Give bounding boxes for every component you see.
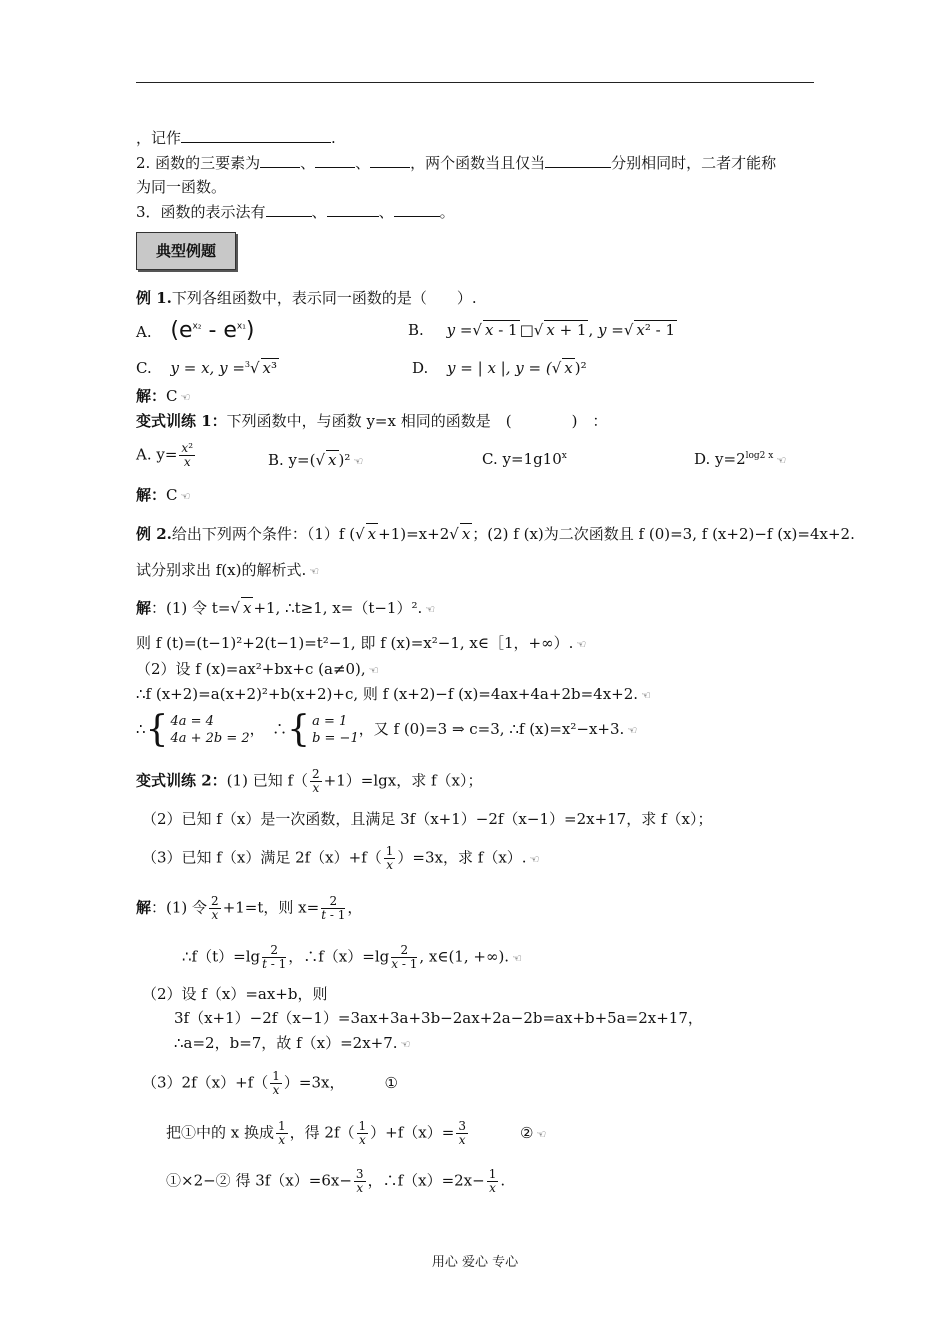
drill2-solution-6: （3）2f（x）+f（ $\frac{1}{x}$ ）=3x， ① [142, 1069, 398, 1097]
blank[interactable] [545, 153, 611, 168]
ex1-answer: 解：C ☜ [136, 386, 190, 408]
blank[interactable] [260, 153, 300, 168]
blank[interactable] [394, 202, 440, 217]
blank[interactable] [370, 153, 410, 168]
equation-system-2: { a = 1 b = −1 [287, 709, 359, 750]
drill2-solution-3: （2）设 f（x）=ax+b，则 [142, 985, 328, 1003]
drill2-solution-8: ①×2−② 得 3f（x）=6x− $\frac{3}{x}$ ，∴f（x）=2x− $\frac{1}{x}$ . [166, 1167, 506, 1195]
hand-icon: ☜ [425, 603, 436, 616]
ex2-solution-3: （2）设 f (x)=ax²+bx+c (a≠0), ☜ [136, 659, 379, 681]
intro-line-3: 为同一函数。 [136, 178, 227, 196]
drill2-question-3: （3）已知 f（x）满足 2f（x）+f（ $\frac{1}{x}$ ）=3x，求 f（x）. ☜ [142, 844, 540, 872]
hand-icon: ☜ [368, 664, 379, 677]
drill1-question: 变式训练 1：下列函数中，与函数 y=x 相同的函数是 ( ) ： [136, 412, 608, 430]
drill1-option-c: C. $y=1g10^x$ [482, 450, 567, 468]
hand-icon: ☜ [180, 490, 191, 503]
hand-icon: ☜ [180, 391, 191, 404]
hand-icon: ☜ [512, 951, 522, 965]
ex2-question-1: 例 2.给出下列两个条件：（1）f (√ x +1)=x+2√ x ；(2) f (x)为二次函数且 f (0)=3, f (x+2)−f (x)=4x+2. [136, 523, 855, 544]
blank[interactable] [181, 128, 331, 143]
hand-icon: ☜ [641, 689, 651, 702]
drill2-solution-7: 把①中的 x 换成 $\frac{1}{x}$ ，得 2f（ $\frac{1}{x}$ ）+f（x）= $\frac{3}{x}$ ② ☜ [166, 1119, 547, 1147]
hand-icon: ☜ [400, 1038, 411, 1051]
drill2-solution-1: 解：(1) 令 $\frac{2}{x}$ +1=t，则 x= $\frac{2}{t - 1}$ ， [136, 894, 363, 922]
hand-icon: ☜ [576, 638, 587, 651]
hand-icon: ☜ [627, 724, 638, 737]
ex1-option-d: D. y = | x |, y = (√ x )² [412, 358, 587, 377]
drill1-option-d: D. $y=2^{log2 x}$ ☜ [694, 450, 787, 468]
drill1-answer: 解：C ☜ [136, 485, 190, 507]
intro-line-4: 3．函数的表示法有 、 、 。 [136, 203, 455, 221]
hand-icon: ☜ [309, 565, 320, 578]
drill1-option-b: B. y=(√ x )² ☜ [268, 450, 363, 469]
ex2-solution-1: 解：(1) 令 t=√ x +1, ∴t≥1, x=（t−1）². ☜ [136, 597, 435, 620]
intro-line-1: ，记作 . [136, 129, 336, 147]
drill2-question-2: （2）已知 f（x）是一次函数，且满足 3f（x+1）−2f（x−1）=2x+17，求 f（x）； [142, 810, 713, 828]
drill2-solution-4: 3f（x+1）−2f（x−1）=3ax+3a+3b−2ax+2a−2b=ax+b+5a=2x+17， [174, 1009, 703, 1027]
ex1-option-c: C. y = x, y =$^3$√ x³ [136, 358, 279, 377]
ex2-solution-5: ∴ { 4a = 4 4a + 2b = 2 ， ∴ { a = 1 b = −1 ，又 f (0)=3 ⇒ c=3, ∴f (x)=x²−x+3. ☜ [136, 709, 638, 750]
blank[interactable] [266, 202, 312, 217]
blank[interactable] [315, 153, 355, 168]
hand-icon: ☜ [776, 454, 787, 467]
section-heading-box: 典型例题 [136, 232, 236, 270]
header-rule [136, 82, 814, 83]
drill1-option-a: A. y= $\frac{\text{x²}}{x}$ [136, 441, 194, 469]
drill2-solution-5: ∴a=2，b=7，故 f（x）=2x+7. ☜ [174, 1033, 410, 1055]
drill2-solution-2: ∴f（t）=lg $\frac{2}{t - 1}$ ，∴f（x）=lg $\frac{2}{x - 1}$ , x∈(1, +∞). ☜ [182, 943, 522, 971]
ex1-option-a: A. $(e^{x_2} - e^{x_1})$ [136, 318, 255, 343]
ex2-question-2: 试分别求出 f(x)的解析式. ☜ [136, 560, 319, 582]
equation-system-1: { 4a = 4 4a + 2b = 2 [145, 709, 250, 750]
hand-icon: ☜ [536, 1127, 547, 1141]
page-footer: 用心 爱心 专心 [431, 1255, 519, 1270]
intro-line-2: 2. 函数的三要素为 、 、 ，两个函数当且仅当 分别相同时，二者才能称 [136, 154, 777, 172]
ex1-question: 例 1.下列各组函数中，表示同一函数的是（ ）. [136, 289, 477, 307]
ex2-solution-2: 则 f (t)=(t−1)²+2(t−1)=t²−1, 即 f (x)=x²−1, x∈［1，+∞）. ☜ [136, 633, 586, 655]
hand-icon: ☜ [353, 455, 364, 468]
hand-icon: ☜ [529, 852, 540, 866]
drill2-question-1: 变式训练 2：(1) 已知 f（ $\frac{2}{x}$ +1）=lgx，求 f（x）； [136, 767, 483, 795]
ex1-option-b: B. y =√ x - 1 □√ x + 1 , y =√ x² - 1 [408, 320, 677, 339]
ex2-solution-4: ∴f (x+2)=a(x+2)²+b(x+2)+c, 则 f (x+2)−f (x)=4ax+4a+2b=4x+2. ☜ [136, 684, 651, 706]
blank[interactable] [327, 202, 379, 217]
